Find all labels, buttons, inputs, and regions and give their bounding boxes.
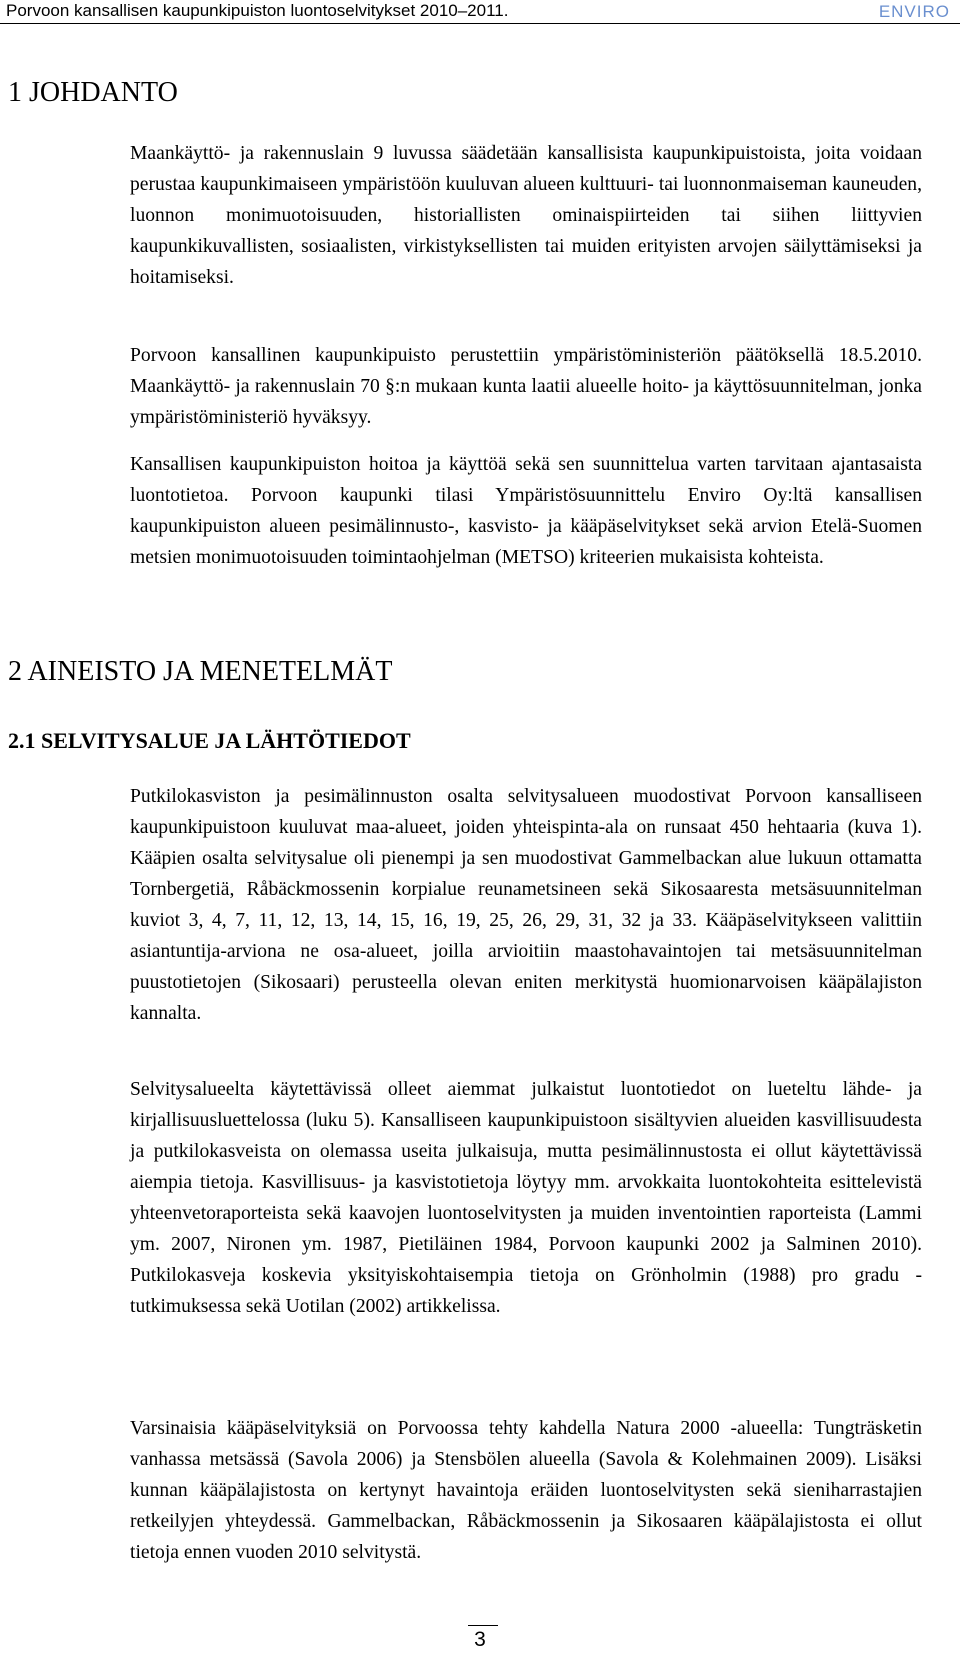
page-number: 3	[474, 1628, 486, 1651]
heading-aineisto-ja-menetelmat: 2 AINEISTO JA MENETELMÄT	[8, 656, 393, 687]
heading-johdanto: 1 JOHDANTO	[8, 77, 178, 108]
header-title: Porvoon kansallisen kaupunkipuiston luontoselvitykset 2010–2011.	[6, 1, 509, 20]
paragraph-5: Selvitysalueelta käytettävissä olleet aiemmat julkaistut luontotiedot on lueteltu lähde- ja kirjallisuusluettelossa (luku 5). Kansalliseen kaupunkipuistoon sisältyvien alueiden kasvillisuudesta ja putkilokasveista on olemassa useita julkaisuja, mutta pesimälinnustosta ei ollut käytettävissä aiempia tietoja. Kasvillisuus- ja kasvistotietoja löytyy mm. arvokkaita luontokohteita esittelevistä yhteenvetoraporteista sekä kaavojen luontoselvitysten ja muiden inventointien raporteista (Lammi ym. 2007, Nironen ym. 1987, Pietiläinen 1984, Porvoon kaupunki 2002 ja Salminen 2010). Putkilokasveja koskevia yksityiskohtaisempia tietoja on Grönholmin (1988) pro gradu -tutkimuksessa sekä Uotilan (2002) artikkelissa.	[130, 1079, 922, 1317]
heading-selvitysalue: 2.1 SELVITYSALUE JA LÄHTÖTIEDOT	[8, 728, 411, 753]
paragraph-4: Putkilokasviston ja pesimälinnuston osalta selvitysalueen muodostivat Porvoon kansalliseen kaupunkipuistoon kuuluvat maa-alueet, joiden yhteispinta-ala on runsaat 450 hehtaaria (kuva 1). Kääpien osalta selvitysalue oli pienempi ja sen muodostivat Gammelbackan alue lukuun ottamatta Tornbergetiä, Råbäckmossenin korpialue reunametsineen sekä Sikosaaresta metsäsuunnitelman kuviot 3, 4, 7, 11, 12, 13, 14, 15, 16, 19, 25, 26, 29, 31, 32 ja 33. Kääpäselvitykseen valittiin asiantuntija-arviona ne osa-alueet, joilla arvioitiin maastohavaintojen tai metsäsuunnitelman puustotietojen (Sikosaari) perusteella olevan eniten merkitystä huomionarvoisen kääpälajiston kannalta.	[130, 786, 922, 1024]
paragraph-1: Maankäyttö- ja rakennuslain 9 luvussa säädetään kansallisista kaupunkipuistoista, joita voidaan perustaa kaupunkimaiseen ympäristöön kuuluvan alueen kulttuuri- tai luonnonmaiseman kauneuden, luonnon monimuotoisuuden, historiallisten ominaispiirteiden tai siihen liittyvien kaupunkikuvallisten, sosiaalisten, virkistyksellisten tai muiden erityisten arvojen säilyttämiseksi ja hoitamiseksi.	[130, 143, 922, 288]
enviro-logo: ENVIRO	[878, 2, 950, 21]
footer-divider	[468, 1625, 498, 1626]
paragraph-2: Porvoon kansallinen kaupunkipuisto perustettiin ympäristöministeriön päätöksellä 18.5.2010. Maankäyttö- ja rakennuslain 70 §:n mukaan kunta laatii alueelle hoito- ja käyttösuunnitelman, jonka ympäristöministeriö hyväksyy.	[130, 345, 922, 428]
header-divider	[0, 23, 960, 24]
page-header	[0, 0, 960, 24]
paragraph-3: Kansallisen kaupunkipuiston hoitoa ja käyttöä sekä sen suunnittelua varten tarvitaan ajantasaista luontotietoa. Porvoon kaupunki tilasi Ympäristösuunnittelu Enviro Oy:ltä kansallisen kaupunkipuiston alueen pesimälinnusto-, kasvisto- ja kääpäselvitykset sekä arvion Etelä-Suomen metsien monimuotoisuuden toimintaohjelman (METSO) kriteerien mukaisista kohteista.	[130, 454, 922, 568]
paragraph-6: Varsinaisia kääpäselvityksiä on Porvoossa tehty kahdella Natura 2000 -alueella: Tungträsketin vanhassa metsässä (Savola 2006) ja Stensbölen alueella (Savola & Kolehmainen 2009). Lisäksi kunnan kääpälajistosta on kertynyt havaintoja eräiden luontoselvitysten sekä sieniharrastajien retkeilyjen yhteydessä. Gammelbackan, Råbäckmossenin ja Sikosaaren kääpälajistosta ei ollut tietoja ennen vuoden 2010 selvitystä.	[130, 1418, 922, 1563]
